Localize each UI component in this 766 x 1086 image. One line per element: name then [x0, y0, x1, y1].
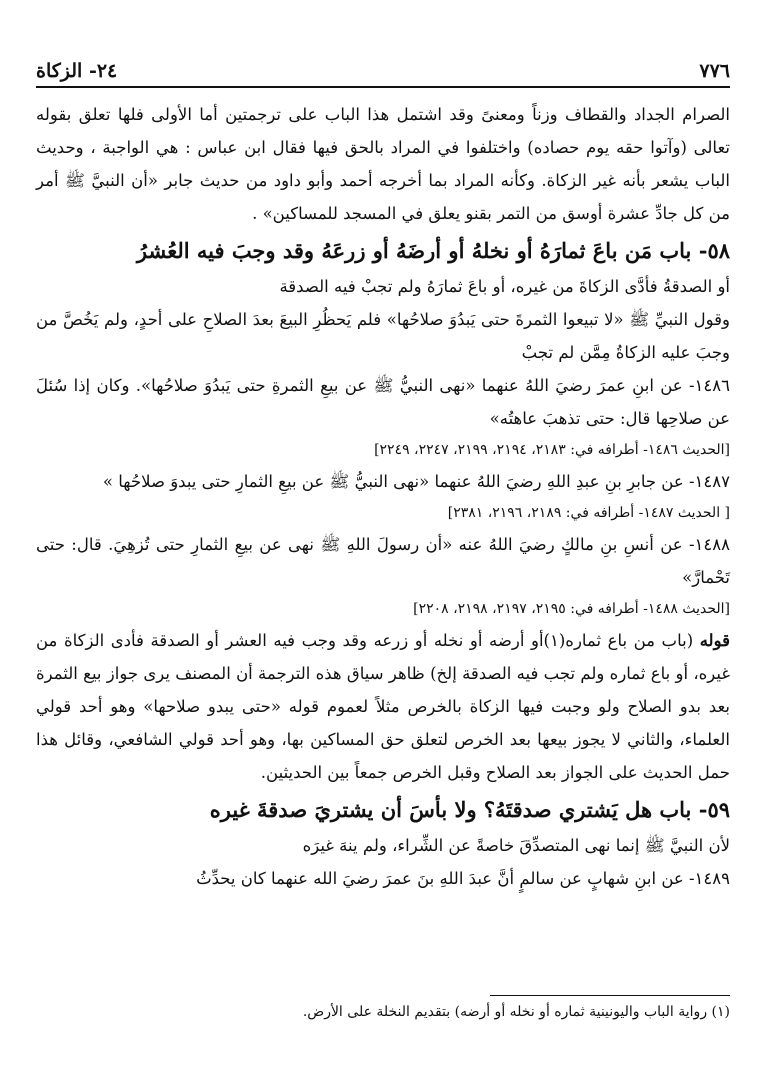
page-number: ٧٧٦: [699, 60, 730, 82]
chapter-58-subtitle-1: أو الصدقةُ فأدَّى الزكاةَ من غيره، أو باعَ ثمارَهُ ولم تجبْ فيه الصدقة: [279, 277, 730, 296]
footnote-rule: [490, 995, 730, 996]
chapter-59-title: ٥٩- باب هل يَشتري صدقتَهُ؟ ولا بأسَ أن يشتريَ صدقةَ غيره: [209, 797, 730, 822]
chapter-59-subtitle: لأن النبيَّ ﷺ إنما نهى المتصدِّقَ خاصةً عن الشِّراء، ولم ينهَ غيرَه: [302, 836, 730, 855]
commentary-text: (باب من باع ثماره(١)أو أرضه أو نخله أو زرعه وقد وجب فيه العشر أو الصدقة فأدى الزكاة من غيره، أو باع ثماره ولم تجب فيه الصدقة إلخ) ظاهر سياق هذه الترجمة أن المصنف يرى جواز بيع الثمرة بعد بدو الصلاح ولو وجبت فيها الزكاة بالخرص مثلاً لعموم قوله «حتى يبدو صلاحها» وهو أحد قولي العلماء، والثاني لا يجوز بيعها بعد الخرص لتعلق حق المساكين بها، وهو أحد قولي الشافعي، وقائل هذا حمل الحديث على الجواز بعد الصلاح وقبل الخرص جمعاً بين الحديثين.: [36, 631, 730, 782]
commentary-label: قوله: [699, 631, 730, 650]
hadith-1487-reference: [ الحديث ١٤٨٧- أطرافه في: ٢١٨٩، ٢١٩٦، ٢٣٨١]: [447, 505, 730, 521]
hadith-1489: ١٤٨٩- عن ابنِ شهابٍ عن سالمٍ أنَّ عبدَ اللهِ بنَ عمرَ رضيَ الله عنهما كان يحدِّثُ: [196, 869, 730, 888]
chapter-58-title: ٥٨- باب مَن باعَ ثمارَهُ أو نخلهُ أو أرضَهُ أو زرعَهُ وقد وجبَ فيه العُشرُ: [136, 238, 730, 263]
footnote: (١) رواية الباب واليونينية ثماره أو نخله أو أرضه) بتقديم النخلة على الأرض.: [302, 1004, 730, 1020]
section-title: ٢٤- الزكاة: [36, 60, 118, 82]
intro-paragraph: الصرام الجداد والقطاف وزناً ومعنىً وقد اشتمل هذا الباب على ترجمتين أما الأولى فلها تعلق بقوله تعالى (وآتوا حقه يوم حصاده) واختلفوا في المراد بالحق فيها فقال ابن عباس : هي الواجبة ، وحديث الباب يشعر بأنه غير الزكاة. وكأنه المراد بما أخرجه أحمد وأبو داود من حديث جابر «أن النبيَّ ﷺ أمر من كل جادِّ عشرة أوسق من التمر بقنو يعلق في المسجد للمساكين» .: [36, 105, 730, 223]
hadith-1487: ١٤٨٧- عن جابرِ بنِ عبدِ اللهِ رضيَ اللهُ عنهما «نهى النبيُّ ﷺ عن بيعِ الثمارِ حتى يبدوَ صلاحُها »: [102, 472, 730, 491]
hadith-1488-reference: [الحديث ١٤٨٨- أطرافه في: ٢١٩٥، ٢١٩٧، ٢١٩٨، ٢٢٠٨]: [413, 601, 730, 617]
commentary-paragraph: [36, 624, 730, 789]
header-rule: [36, 86, 730, 88]
hadith-1486-reference: [الحديث ١٤٨٦- أطرافه في: ٢١٨٣، ٢١٩٤، ٢١٩٩، ٢٢٤٧، ٢٢٤٩]: [374, 442, 730, 458]
page-header: [36, 52, 730, 82]
hadith-1486: ١٤٨٦- عن ابنِ عمرَ رضيَ اللهُ عنهما «نهى النبيُّ ﷺ عن بيعِ الثمرةِ حتى يَبدُوَ صلاحُها». وكان إذا سُئلَ عن صلاحِها قال: حتى تذهبَ عاهتُه»: [36, 376, 730, 428]
hadith-1488: ١٤٨٨- عن أنسِ بنِ مالكٍ رضيَ اللهُ عنه «أن رسولَ اللهِ ﷺ نهى عن بيعِ الثمارِ حتى تُزهِيَ. قال: حتى تَحْمارَّ»: [36, 535, 730, 587]
chapter-58-subtitle-2: وقول النبيِّ ﷺ «لا تبيعوا الثمرةَ حتى يَبدُوَ صلاحُها» فلم يَحظُرِ البيعَ بعدَ الصلاحِ على أحدٍ، ولم يَخُصَّ من وجبَ عليه الزكاةُ مِمَّن لم تجبْ: [36, 310, 730, 362]
